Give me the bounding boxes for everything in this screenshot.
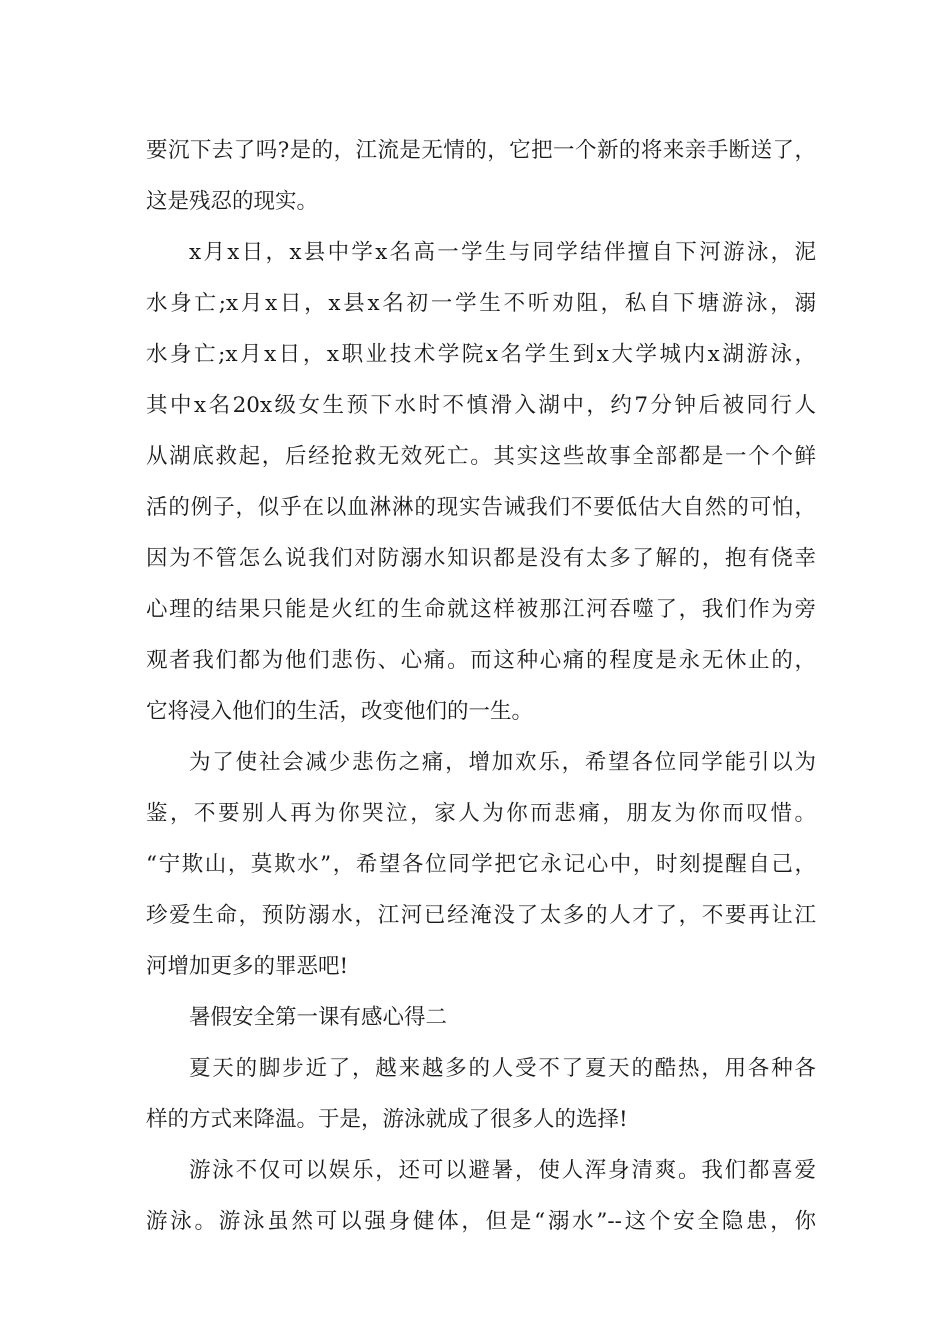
text-line: 它将浸入他们的生活，改变他们的一生。 bbox=[146, 699, 534, 724]
text-line: 夏天的脚步近了，越来越多的人受不了夏天的酷热，用各种各 bbox=[189, 1056, 816, 1081]
text-line: 从湖底救起，后经抢救无效死亡。其实这些故事全部都是一个个鲜 bbox=[146, 444, 816, 469]
text-line: x月x日，x县中学x名高一学生与同学结伴擅自下河游泳，泥 bbox=[189, 240, 816, 265]
text-line: 珍爱生命，预防溺水，江河已经淹没了太多的人才了，不要再让江 bbox=[146, 903, 816, 928]
text-line: 心理的结果只能是火红的生命就这样被那江河吞噬了，我们作为旁 bbox=[146, 597, 816, 622]
text-line: 为了使社会减少悲伤之痛，增加欢乐，希望各位同学能引以为 bbox=[189, 750, 816, 775]
text-line: 活的例子，似乎在以血淋淋的现实告诫我们不要低估大自然的可怕， bbox=[146, 495, 816, 520]
text-line: 其中x名20x级女生预下水时不慎滑入湖中，约7分钟后被同行人 bbox=[146, 393, 816, 418]
text-line: “宁欺山，莫欺水”，希望各位同学把它永记心中，时刻提醒自己， bbox=[146, 852, 816, 877]
text-line: 这是残忍的现实。 bbox=[146, 189, 319, 214]
text-line: 要沉下去了吗?是的，江流是无情的，它把一个新的将来亲手断送了， bbox=[146, 138, 816, 163]
text-line: 游泳不仅可以娱乐，还可以避暑，使人浑身清爽。我们都喜爱 bbox=[189, 1158, 816, 1183]
text-line: 水身亡;x月x日，x县x名初一学生不听劝阻，私自下塘游泳，溺 bbox=[146, 291, 816, 316]
section-heading: 暑假安全第一课有感心得二 bbox=[189, 1005, 448, 1030]
text-line: 因为不管怎么说我们对防溺水知识都是没有太多了解的，抱有侥幸 bbox=[146, 546, 816, 571]
text-line: 游泳。游泳虽然可以强身健体，但是“溺水”--这个安全隐患，你 bbox=[146, 1209, 816, 1234]
text-line: 水身亡;x月x日，x职业技术学院x名学生到x大学城内x湖游泳， bbox=[146, 342, 816, 367]
text-line: 鉴，不要别人再为你哭泣，家人为你而悲痛，朋友为你而叹惜。 bbox=[146, 801, 816, 826]
text-line: 河增加更多的罪恶吧! bbox=[146, 954, 349, 979]
text-line: 样的方式来降温。于是，游泳就成了很多人的选择! bbox=[146, 1107, 628, 1132]
text-line: 观者我们都为他们悲伤、心痛。而这种心痛的程度是永无休止的， bbox=[146, 648, 816, 673]
